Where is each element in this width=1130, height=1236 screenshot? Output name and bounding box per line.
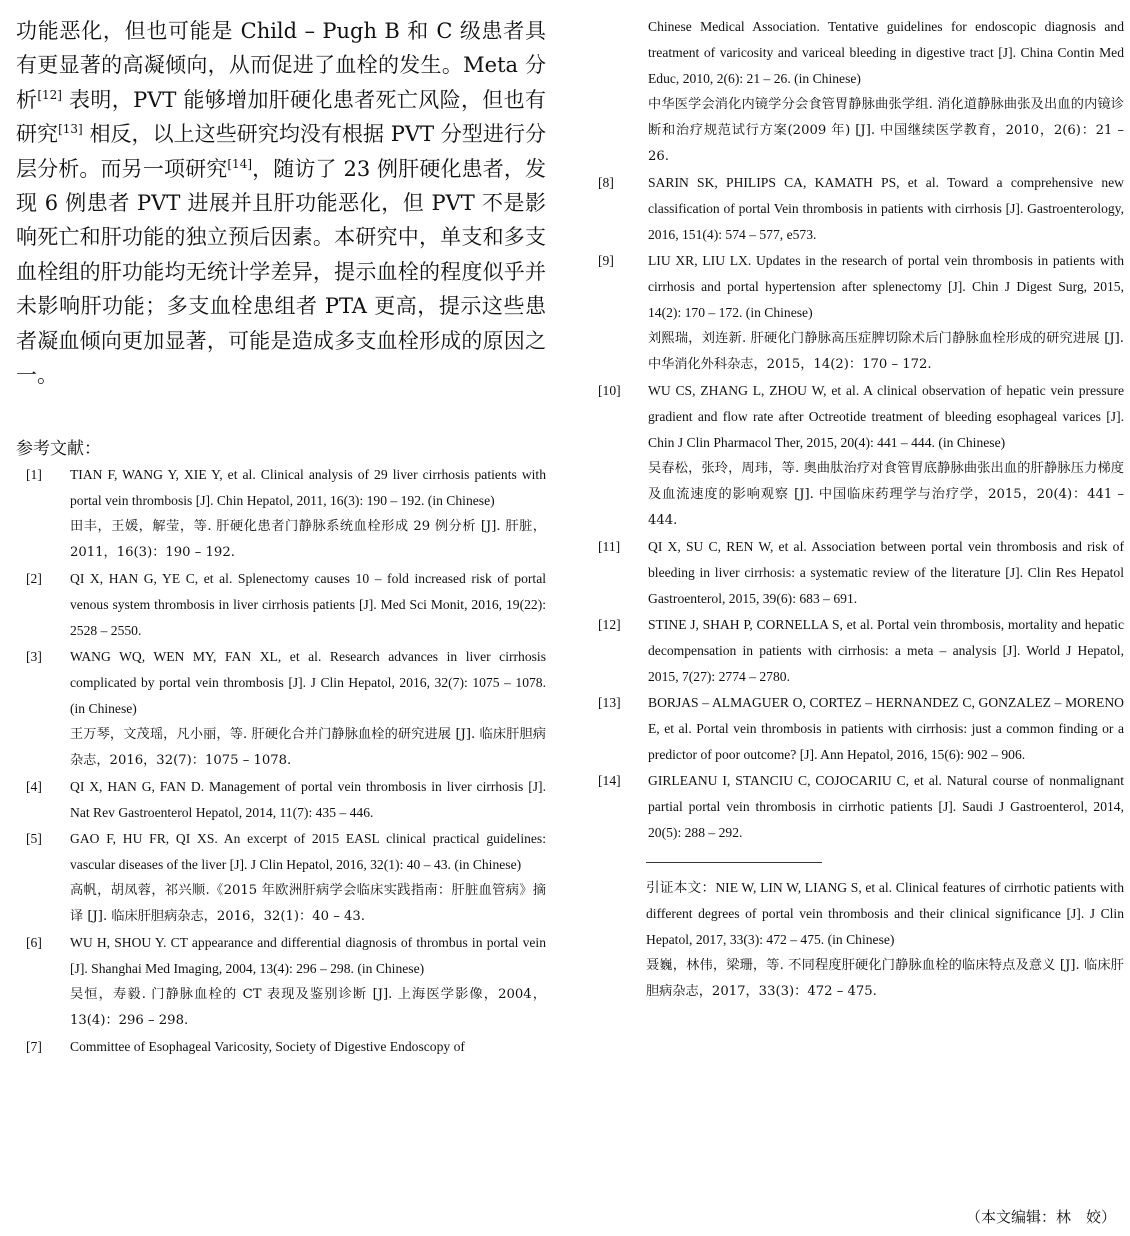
footnote-divider	[646, 862, 822, 863]
reference-number: [5]	[26, 831, 42, 847]
reference-chinese: 田丰，王媛，解莹，等. 肝硬化患者门静脉系统血栓形成 29 例分析 [J]. 肝脏，2011，16(3)：190 – 192.	[70, 519, 546, 561]
reference-text	[70, 644, 546, 774]
body-text-segment: 相反，以上这些研究均没有根据 PVT 分型进行分层分析。而另一项研究	[16, 122, 547, 181]
right-column	[598, 14, 1124, 1005]
reference-chinese: 吴恒，寿毅. 门静脉血栓的 CT 表现及鉴别诊断 [J]. 上海医学影像，2004，13(4)：296 – 298.	[70, 987, 546, 1029]
reference-text	[70, 1034, 546, 1060]
reference-chinese: 中华医学会消化内镜学分会食管胃静脉曲张学组. 消化道静脉曲张及出血的内镜诊断和治疗规范试行方案(2009 年) [J]. 中国继续医学教育，2010，2(6)：21 – 26.	[648, 97, 1124, 164]
reference-item	[598, 534, 1124, 612]
reference-item	[16, 462, 546, 566]
reference-number: [12]	[598, 617, 621, 632]
reference-item	[598, 170, 1124, 248]
reference-number: [9]	[598, 253, 614, 268]
reference-number: [7]	[26, 1039, 42, 1055]
reference-text	[648, 170, 1124, 248]
body-text-segment: 表明，PVT 能够增加肝硬化患者死亡风险，但也有研究	[16, 87, 547, 147]
reference-text	[648, 768, 1124, 846]
citation-superscript: [12]	[37, 87, 62, 102]
reference-text	[648, 612, 1124, 690]
reference-english: WANG WQ, WEN MY, FAN XL, et al. Research advances in liver cirrhosis complicated by portal vein thrombosis [J]. J Clin Hepatol, 2016, 32(7): 1075 – 1078. (in Chinese)	[70, 649, 546, 717]
reference-text	[70, 774, 546, 826]
reference-item	[598, 612, 1124, 690]
reference-english: LIU XR, LIU LX. Updates in the research of portal vein thrombosis in patients with cirrhosis and portal hypertension after splenectomy [J]. Chin J Digest Surg, 2015, 14(2): 170 – 172. (in Chinese)	[648, 253, 1124, 320]
reference-text	[648, 534, 1124, 612]
reference-number: [10]	[598, 383, 621, 398]
reference-text	[648, 378, 1124, 534]
reference-number: [2]	[26, 571, 42, 587]
left-column	[16, 14, 546, 1060]
reference-number: [13]	[598, 695, 621, 710]
reference-item	[598, 690, 1124, 768]
reference-text	[648, 690, 1124, 768]
reference-item	[598, 248, 1124, 378]
references-heading: 参考文献：	[16, 439, 101, 460]
reference-chinese: 刘熙瑞，刘连新. 肝硬化门静脉高压症脾切除术后门静脉血栓形成的研究进展 [J]. 中华消化外科杂志，2015，14(2)：170 – 172.	[648, 331, 1124, 372]
reference-english: STINE J, SHAH P, CORNELLA S, et al. Portal vein thrombosis, mortality and hepatic decompensation in patients with cirrhosis: a meta – analysis [J]. World J Hepatol, 2015, 7(27): 2774 – 2780.	[648, 617, 1124, 684]
citation-block	[598, 875, 1124, 1005]
reference-item	[16, 930, 546, 1034]
reference-7-continuation	[598, 14, 1124, 170]
reference-number: [8]	[598, 175, 614, 190]
reference-english: Chinese Medical Association. Tentative guidelines for endoscopic diagnosis and treatment of varicosity and variceal bleeding in digestive tract [J]. China Contin Med Educ, 2010, 2(6): 21 – 26. (in Chinese)	[648, 19, 1124, 86]
reference-chinese: 王万琴，文茂瑶，凡小丽，等. 肝硬化合并门静脉血栓的研究进展 [J]. 临床肝胆病杂志，2016，32(7)：1075 – 1078.	[70, 727, 546, 769]
reference-number: [14]	[598, 773, 621, 788]
reference-list-right	[598, 170, 1124, 846]
reference-number: [3]	[26, 649, 42, 665]
reference-chinese: 吴春松，张玲，周玮，等. 奥曲肽治疗对食管胃底静脉曲张出血的肝静脉压力梯度及血流速度的影响观察 [J]. 中国临床药理学与治疗学，2015，20(4)：441 – 444.	[648, 461, 1124, 528]
reference-item	[598, 378, 1124, 534]
reference-number: [11]	[598, 539, 621, 554]
reference-english: BORJAS – ALMAGUER O, CORTEZ – HERNANDEZ C, GONZALEZ – MORENO E, et al. Portal vein thrombosis in patients with cirrhosis: just a common finding or a predictor of poor outcome? [J]. Ann Hepatol, 2016, 15(6): 902 – 906.	[648, 695, 1124, 762]
citation-english: 引证本文：NIE W, LIN W, LIANG S, et al. Clinical features of cirrhotic patients with different degrees of portal vein thrombosis and their clinical significance [J]. J Clin Hepatol, 2017, 33(3): 472 – 475. (in Chinese)	[646, 880, 1124, 947]
reference-item	[16, 774, 546, 826]
reference-english: GIRLEANU I, STANCIU C, COJOCARIU C, et al. Natural course of nonmalignant partial portal vein thrombosis in cirrhotic patients [J]. Saudi J Gastroenterol, 2014, 20(5): 288 – 292.	[648, 773, 1124, 840]
reference-english: QI X, HAN G, YE C, et al. Splenectomy causes 10 – fold increased risk of portal venous system thrombosis in liver cirrhosis patients [J]. Med Sci Monit, 2016, 19(22): 2528 – 2550.	[70, 571, 546, 639]
reference-english: WU CS, ZHANG L, ZHOU W, et al. A clinical observation of hepatic vein pressure gradient and flow rate after Octreotide treatment of bleeding esophageal varices [J]. Chin J Clin Pharmacol Ther, 2015, 20(4): 441 – 444. (in Chinese)	[648, 383, 1124, 450]
body-text-segment: 功能恶化，但也可能是 Child – Pugh B 和 C 级患者具有更显著的高凝倾向，从而促进了血栓的发生。Meta 分析	[16, 19, 546, 112]
reference-number: [1]	[26, 467, 42, 483]
editor-note: （本文编辑：林 姣）	[965, 1208, 1116, 1226]
reference-english: TIAN F, WANG Y, XIE Y, et al. Clinical analysis of 29 liver cirrhosis patients with portal vein thrombosis [J]. Chin Hepatol, 2011, 16(3): 190 – 192. (in Chinese)	[70, 467, 546, 509]
reference-text	[648, 248, 1124, 378]
reference-chinese: 高帆，胡凤蓉，祁兴顺.《2015 年欧洲肝病学会临床实践指南：肝脏血管病》摘译 [J]. 临床肝胆病杂志，2016，32(1)：40 – 43.	[70, 883, 546, 925]
reference-text	[70, 462, 546, 566]
citation-superscript: [14]	[227, 156, 253, 171]
reference-english: GAO F, HU FR, QI XS. An excerpt of 2015 EASL clinical practical guidelines: vascular diseases of the liver [J]. J Clin Hepatol, 2016, 32(1): 40 – 43. (in Chinese)	[70, 831, 546, 873]
reference-english: Committee of Esophageal Varicosity, Society of Digestive Endoscopy of	[70, 1039, 465, 1055]
reference-english: QI X, HAN G, FAN D. Management of portal vein thrombosis in liver cirrhosis [J]. Nat Rev Gastroenterol Hepatol, 2014, 11(7): 435 – 446.	[70, 779, 546, 821]
reference-number: [4]	[26, 779, 42, 795]
reference-item	[16, 826, 546, 930]
reference-item	[16, 1034, 546, 1060]
reference-english: QI X, SU C, REN W, et al. Association between portal vein thrombosis and risk of bleeding in liver cirrhosis: a systematic review of the literature [J]. Clin Res Hepatol Gastroenterol, 2015, 39(6): 683 – 691.	[648, 539, 1124, 606]
reference-item	[598, 768, 1124, 846]
reference-number: [6]	[26, 935, 42, 951]
reference-item	[16, 566, 546, 644]
citation-chinese: 聂巍，林伟，梁珊，等. 不同程度肝硬化门静脉血栓的临床特点及意义 [J]. 临床肝胆病杂志，2017，33(3)：472 – 475.	[646, 958, 1124, 999]
reference-text	[70, 826, 546, 930]
reference-item	[16, 644, 546, 774]
body-paragraph	[16, 14, 546, 392]
body-text-segment: ，随访了 23 例肝硬化患者，发现 6 例患者 PVT 进展并且肝功能恶化，但 PVT 不是影响死亡和肝功能的独立预后因素。本研究中，单支和多支血栓组的肝功能均无统计学差异，提示血栓的程度似乎并未影响肝功能；多支血栓患组者 PTA 更高，提示这些患者凝血倾向更加显著，可能是造成多支血栓形成的原因之一。	[16, 156, 547, 388]
reference-english: WU H, SHOU Y. CT appearance and differential diagnosis of thrombus in portal vein [J]. Shanghai Med Imaging, 2004, 13(4): 296 – 298. (in Chinese)	[70, 935, 546, 977]
citation-superscript: [13]	[58, 122, 83, 137]
reference-list-left	[16, 462, 546, 1060]
reference-text	[70, 930, 546, 1034]
reference-text	[70, 566, 546, 644]
reference-english: SARIN SK, PHILIPS CA, KAMATH PS, et al. Toward a comprehensive new classification of portal Vein thrombosis in patients with cirrhosis [J]. Gastroenterology, 2016, 151(4): 574 – 577, e573.	[648, 175, 1124, 242]
